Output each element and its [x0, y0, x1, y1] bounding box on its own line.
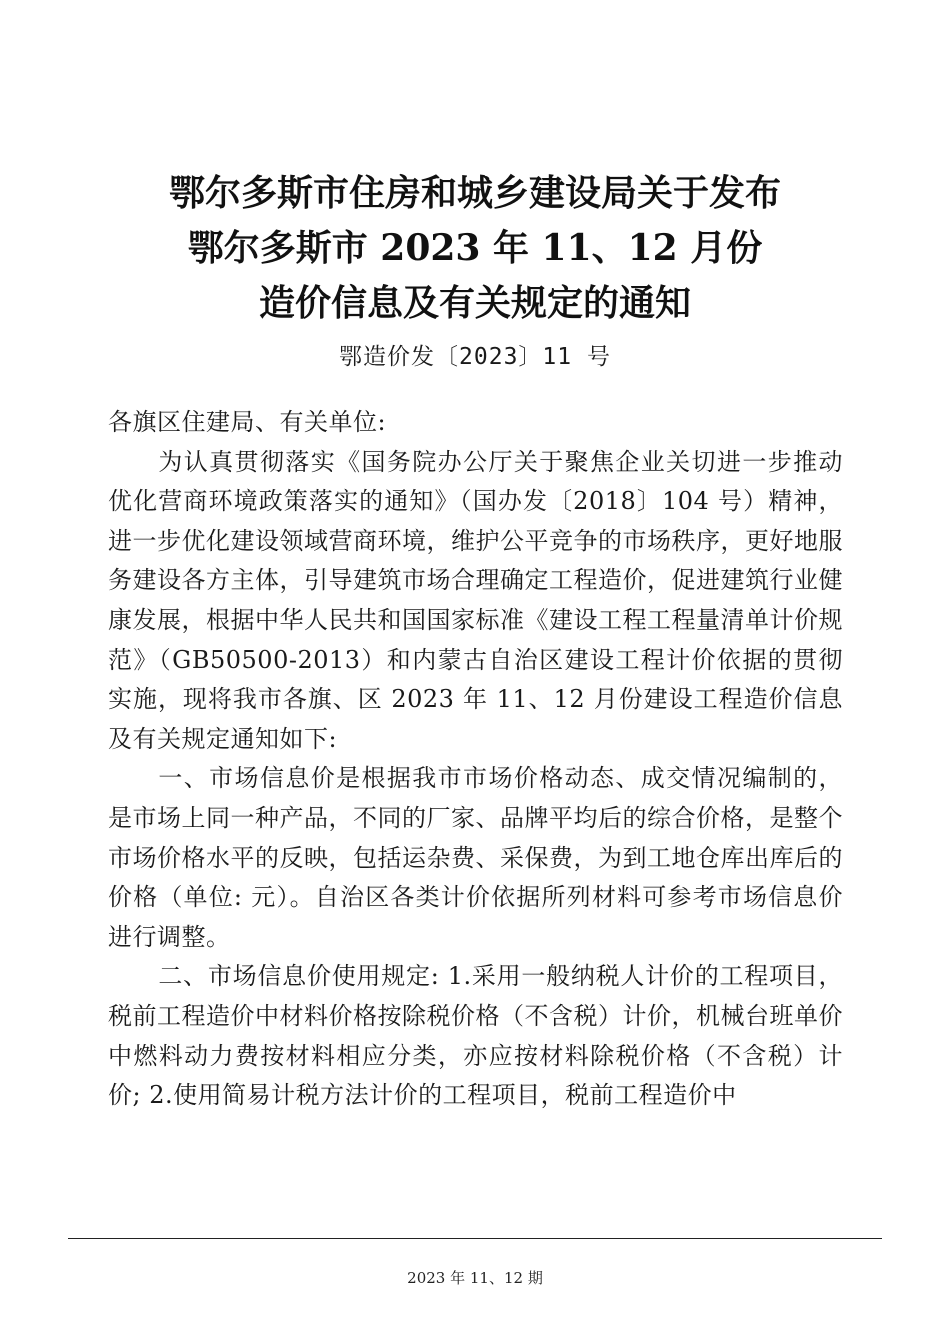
document-body	[108, 403, 843, 1116]
footer-issue: 2023 年 11、12 期	[407, 1269, 543, 1287]
paragraph-intro: 为认真贯彻落实《国务院办公厅关于聚焦企业关切进一步推动优化营商环境政策落实的通知》（国办发〔2018〕104 号）精神，进一步优化建设领域营商环境，维护公平竞争的市场秩序，更好地服务建设各方主体，引导建筑市场合理确定工程造价，促进建筑行业健康发展，根据中华人民共和国国家标准《建设工程工程量清单计价规范》（GB50500-2013）和内蒙古自治区建设工程计价依据的贯彻实施，现将我市各旗、区 2023 年 11、12 月份建设工程造价信息及有关规定通知如下:	[108, 447, 843, 753]
document-number: 鄂造价发〔2023〕11 号	[339, 344, 611, 370]
paragraph-section-1: 一、市场信息价是根据我市市场价格动态、成交情况编制的，是市场上同一种产品，不同的厂家、品牌平均后的综合价格，是整个市场价格水平的反映，包括运杂费、采保费，为到工地仓库出库后的价格（单位: 元）。自治区各类计价依据所列材料可参考市场信息价进行调整。	[108, 764, 843, 951]
title-line-2: 鄂尔多斯市 2023 年 11、12 月份	[187, 227, 763, 269]
title-line-1: 鄂尔多斯市住房和城乡建设局关于发布	[168, 172, 781, 214]
document-title	[100, 166, 850, 331]
salutation: 各旗区住建局、有关单位:	[108, 408, 387, 436]
paragraph-section-2: 二、市场信息价使用规定: 1.采用一般纳税人计价的工程项目，税前工程造价中材料价格按除税价格（不含税）计价，机械台班单价中燃料动力费按材料相应分类，亦应按材料除税价格（不含税）计价; 2.使用简易计税方法计价的工程项目，税前工程造价中	[108, 962, 843, 1110]
footer-divider	[68, 1238, 882, 1239]
title-line-3: 造价信息及有关规定的通知	[258, 282, 691, 324]
